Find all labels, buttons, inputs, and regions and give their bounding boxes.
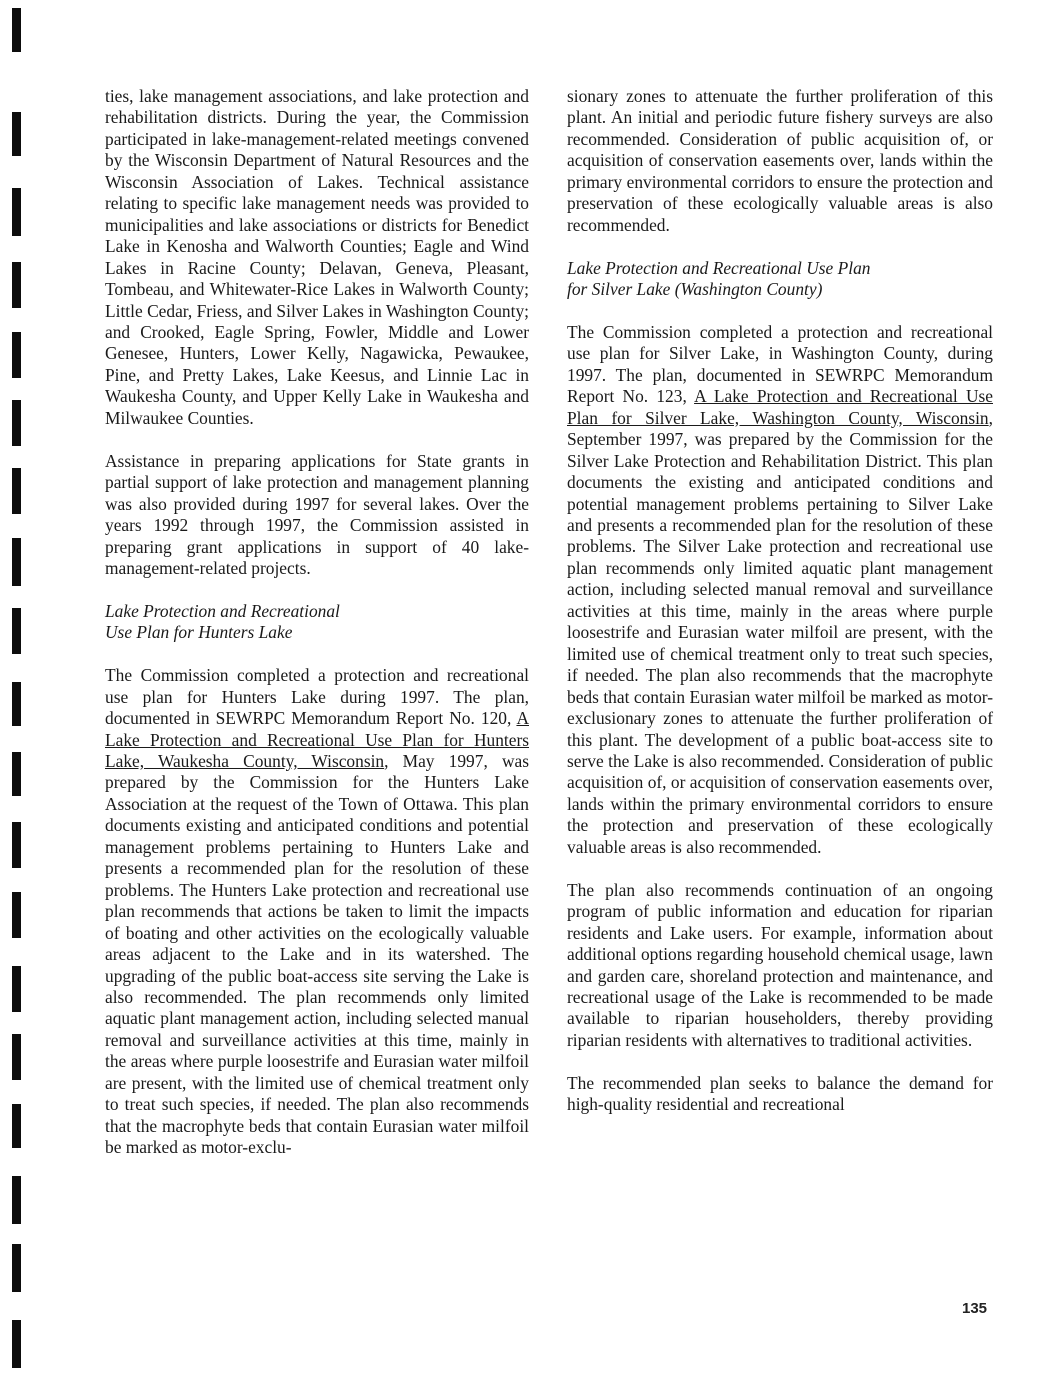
- paragraph: [567, 322, 993, 858]
- binding-mark: [12, 188, 21, 236]
- left-column: [105, 86, 529, 1180]
- section-heading-line: Use Plan for Hunters Lake: [105, 622, 293, 643]
- paragraph: sionary zones to attenuate the further proliferation of this plant. An initial and periodic future fishery surveys are also recommended. Consideration of public acquisition of, or acquisition of conservation easements over, lands within the primary environmental corridors to ensure the protection and preservation of these ecologically valuable areas is also recommended.: [567, 86, 993, 235]
- paragraph-text: , May 1997, was prepared by the Commission for the Hunters Lake Association at the request of the Town of Ottawa. This plan documents existing and anticipated conditions and potential management problems pertaining to Hunters Lake and presents a recommended plan for the resolution of these problems. The Hunters Lake protection and recreational use plan recommends that actions be taken to limit the impacts of boating and other activities on the ecologically valuable areas adjacent to the Lake and in its watershed. The upgrading of the public boat-access site serving the Lake is also recommended. The plan recommends only limited aquatic plant management action, including selected manual removal and surveillance activities at this time, mainly in the areas where purple loosestrife and Eurasian water milfoil are present, with the limited use of chemical treatment only to treat such species, if needed. The plan also recommends that the macrophyte beds that contain Eurasian water milfoil be marked as motor-exclu-: [105, 751, 529, 1158]
- report-title: A Lake Protection and Recreational Use Plan for Hunters Lake, Waukesha County, Wisconsin: [105, 708, 529, 771]
- binding-mark: [12, 538, 21, 586]
- paragraph-text: The Commission completed a protection and recreational use plan for Hunters Lake during 1997. The plan, documented in SEWRPC Memorandum Report No. 120,: [105, 665, 529, 729]
- binding-mark: [12, 966, 21, 1012]
- binding-mark: [12, 608, 21, 654]
- paragraph: The recommended plan seeks to balance the demand for high-quality residential and recreational: [567, 1072, 993, 1115]
- binding-mark: [12, 112, 21, 156]
- paragraph-text: , September 1997, was prepared by the Commission for the Silver Lake Protection and Rehabilitation District. This plan documents the existing and anticipated conditions and potential management problems pertaining to Silver Lake and presents a recommended plan for the resolution of these problems. The Silver Lake protection and recreational use plan recommends only limited aquatic plant management action, including selected manual removal and surveillance activities at this time, mainly in the areas where purple loosestrife and Eurasian water milfoil are present, with the limited use of chemical treatment only to treat such species, if needed. The plan also recommends that the macrophyte beds that contain Eurasian water milfoil be marked as motor-exclusionary zones to attenuate the further proliferation of this plant. The development of a public boat-access site to serve the Lake is also recommended. Consideration of public acquisition of, or acquisition of conservation easements over, lands within the primary environmental corridors to ensure the protection and preservation of these ecologically valuable areas is also recommended.: [567, 407, 993, 857]
- binding-mark: [12, 682, 21, 726]
- section-heading: [105, 601, 529, 644]
- paragraph: Assistance in preparing applications for State grants in partial support of lake protection and management planning was also provided during 1997 for several lakes. Over the years 1992 through 1997, the Commission assisted in preparing grant applications in support of 40 lake-management-related projects.: [105, 450, 529, 578]
- binding-mark: [12, 1034, 21, 1080]
- binding-mark: [12, 1176, 21, 1224]
- right-column: [567, 86, 993, 1137]
- report-title: A Lake Protection and Recreational Use Plan for Silver Lake, Washington County, Wisconsin: [567, 386, 993, 428]
- binding-mark: [12, 332, 21, 378]
- paragraph-text: The Commission completed a protection and recreational use plan for Silver Lake, in Washington County, during 1997. The plan, documented in SEWRPC Memorandum Report No. 123,: [567, 321, 993, 407]
- section-heading-line: Lake Protection and Recreational: [105, 600, 340, 621]
- binding-mark: [12, 1320, 21, 1368]
- section-heading: [567, 258, 993, 301]
- paragraph: [105, 665, 529, 1158]
- binding-mark: [12, 8, 21, 52]
- binding-mark: [12, 892, 21, 938]
- paragraph: ties, lake management associations, and lake protection and rehabilitation districts. During the year, the Commission participated in lake-management-related meetings convened by the Wisconsin Department of Natural Resources and the Wisconsin Association of Lakes. Technical assistance relating to specific lake management needs was provided to municipalities and lake associations or districts for Benedict Lake in Kenosha and Walworth Counties; Eagle and Wind Lakes in Racine County; Delavan, Geneva, Pleasant, Tombeau, and Whitewater-Rice Lakes in Walworth County; Little Cedar, Friess, and Silver Lakes in Washington County; and Crooked, Eagle Spring, Fowler, Middle and Lower Genesee, Hunters, Lower Kelly, Nagawicka, Pewaukee, Pine, and Pretty Lakes, Lake Keesus, and Linnie Lac in Waukesha County, and Upper Kelly Lake in Waukesha and Milwaukee Counties.: [105, 86, 529, 428]
- binding-mark: [12, 1104, 21, 1148]
- binding-mark: [12, 822, 21, 868]
- binding-mark: [12, 752, 21, 796]
- binding-mark: [12, 1244, 21, 1292]
- section-heading-line: for Silver Lake (Washington County): [567, 279, 823, 300]
- binding-mark: [12, 468, 21, 514]
- binding-mark: [12, 262, 21, 308]
- paragraph: The plan also recommends continuation of an ongoing program of public information and education for riparian residents and Lake users. For example, information about additional options regarding household chemical usage, lawn and garden care, shoreland protection and maintenance, and recreational usage of the Lake is recommended to be made available to riparian householders, thereby providing riparian residents with alternatives to traditional activities.: [567, 879, 993, 1050]
- page-number: 135: [962, 1300, 988, 1317]
- section-heading-line: Lake Protection and Recreational Use Plan: [567, 257, 871, 278]
- binding-mark: [12, 400, 21, 446]
